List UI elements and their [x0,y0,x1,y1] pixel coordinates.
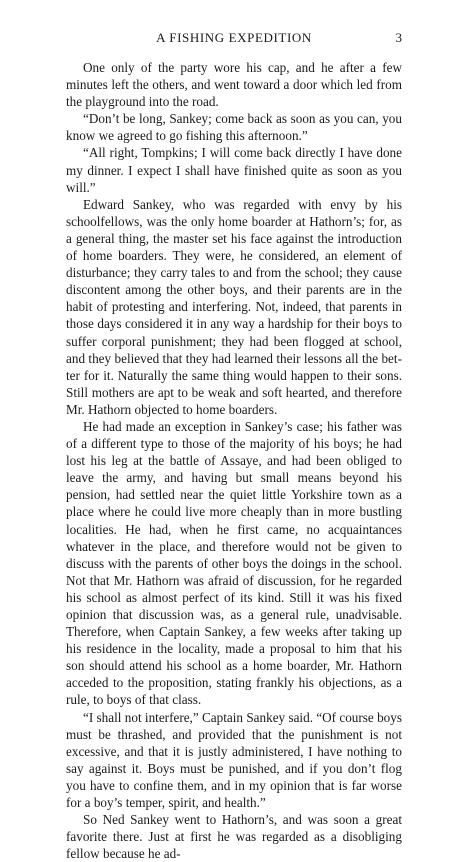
chapter-title: A FISHING EXPEDITION [156,30,312,45]
paragraph: So Ned Sankey went to Hathorn’s, and was soon a great favorite there. Just at first he was regarded as a disobliging fellow because he ad- [66,812,402,862]
paragraph: One only of the party wore his cap, and he after a few minutes left the others, and went toward a door which led from the playground into the road. [66,60,402,110]
paragraph: He had made an exception in Sankey’s case; his father was of a different type to those of the majority of his boys; he had lost his leg at the battle of Assaye, and had been obliged to leave the army, and having but small means beyond his pension, had settled near the quiet little Yorkshire town as a place where he could live more cheaply than in more bustling localities. He had, when he first came, no acquaintances whatever in the place, and therefore would not be given to discuss with the parents of other boys the doings in the school. Not that Mr. Hathorn was afraid of discussion, for he regarded his school as almost perfect of its kind. Still it was his fixed opinion that discussion was, as a general rule, unadvisable. Therefore, when Captain Sankey, a few weeks after taking up his residence in the locality, made a proposal to him that his son should attend his school as a home boarder, Mr. Hathorn acceded to the proposition, stating frankly his objections, as a rule, to boys of that class. [66,418,402,708]
paragraph: “Don’t be long, Sankey; come back as soon as you can, you know we agreed to go fishing this afternoon.” [66,111,402,144]
body-text [66,59,402,862]
paragraph: Edward Sankey, who was regarded with envy by his schoolfellows, was the only home boarder at Hathorn’s; for, as a general thing, the master set his face against the introduction of home boarders. They were, he considered, an element of disturbance; they carry tales to and from the school; they cause discontent among the other boys, and their parents are in the habit of protesting and interfering. Not, indeed, that parents in those days considered it in any way a hardship for their boys to suffer corporal punishment; they had been flogged at school, and they believed that they had learned their lessons all the better for it. Naturally the same thing would happen to their sons. Still mothers are apt to be weak and soft hearted, and therefore Mr. Hathorn objected to home boarders. [66,196,402,417]
paragraph: “All right, Tompkins; I will come back directly I have done my dinner. I expect I shall have finished quite as soon as you will.” [66,145,402,195]
paragraph: “I shall not interfere,” Captain Sankey said. “Of course boys must be thrashed, and provided that the punishment is not excessive, and that it is justly administered, I have nothing to say against it. Boys must be punished, and if you don’t flog you have to confine them, and in my opinion that is far worse for a boy’s temper, spirit, and health.” [66,709,402,811]
running-header [66,30,402,46]
page-number: 3 [395,30,402,45]
